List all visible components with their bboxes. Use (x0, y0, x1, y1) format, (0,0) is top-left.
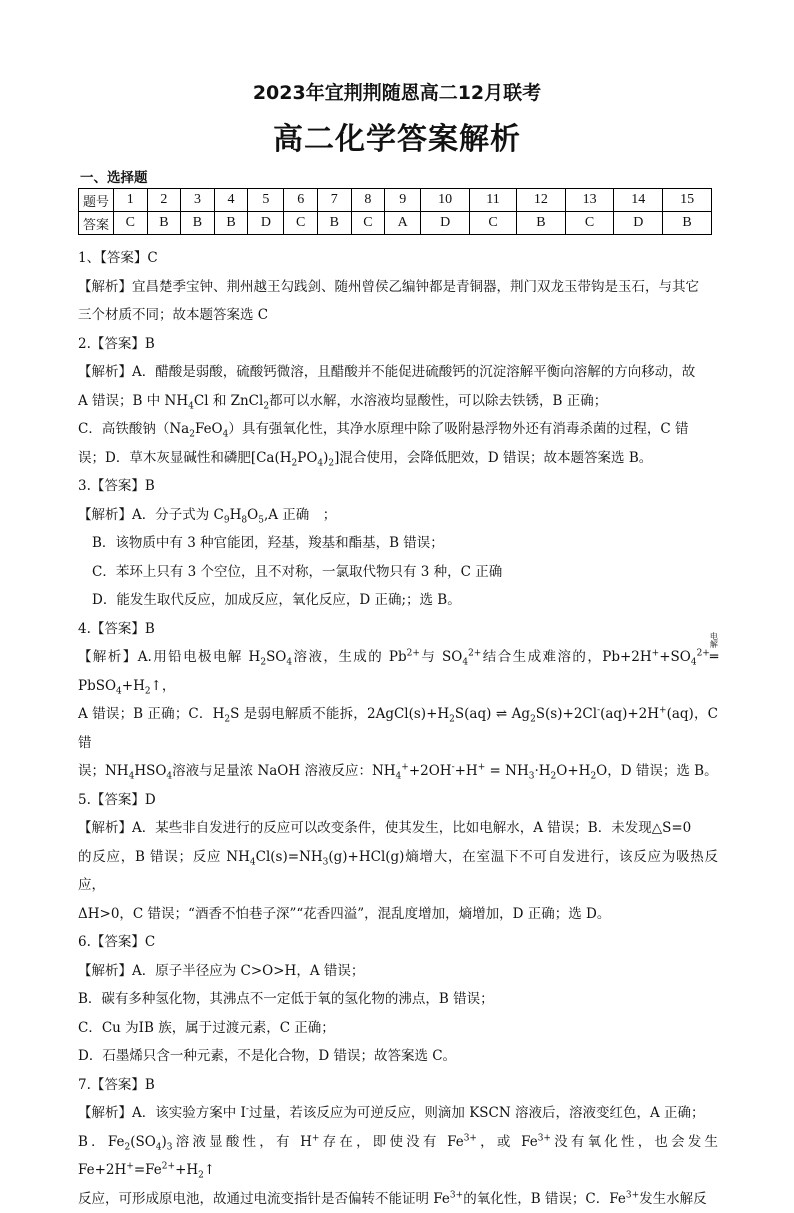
equilibrium-arrow: ⇌ (496, 706, 507, 722)
electrolysis-arrow: 电解 ═ (710, 643, 718, 672)
question-number: 7 (318, 189, 352, 212)
explanation-line: A 错误；B 中 $NH_4Cl$ 和 ZnCl$_2$都可以水解，水溶液均显酸性，可以除去铁锈，B 正确； (78, 387, 718, 416)
question-number: 2 (147, 189, 181, 212)
question-number: 14 (614, 189, 663, 212)
explanation-line: 【解析】A．分子式为 $C_9H_8O_5,A$ 正确 ； (78, 501, 718, 530)
answer-heading: 4.【答案】B (78, 615, 718, 644)
answer-row (79, 212, 712, 235)
answer-cell: D (248, 212, 284, 235)
explanation-line: D．石墨烯只含一种元素，不是化合物，D 错误；故答案选 C。 (78, 1042, 718, 1071)
explanation-line: B．碳有多种氢化物，其沸点不一定低于氧的氢化物的沸点，B 错误； (78, 985, 718, 1014)
explanation-line: 【解析】A．原子半径应为 C>O>H，A 错误； (78, 957, 718, 986)
answer-cell: B (517, 212, 566, 235)
explanation-line: A 错误；B 正确；C．$H_2S$ 是弱电解质不能拆，$2AgCl(s)+H_2S(aq)$ ⇌ $Ag_2S(s)+2Cl^-(aq)+2H^+(aq)$，C 错 (78, 700, 718, 757)
explanation-line: B．该物质中有 3 种官能团，羟基，羧基和酯基，B 错误； (78, 529, 718, 558)
answer-heading: 2.【答案】B (78, 330, 718, 359)
answer-cell: A (385, 212, 421, 235)
answer-cell: B (663, 212, 712, 235)
explanation-line: ΔH>0，C 错误；“酒香不怕巷子深”“花香四溢”，混乱度增加，熵增加，D 正确；选 D。 (78, 900, 718, 929)
answer-cell: C (284, 212, 318, 235)
answer-cell: B (214, 212, 248, 235)
explanation-line: 【解析】A.用铅电极电解 $H_2SO_4$溶液，生成的 $Pb^{2+}$与 $SO_4^{2+}$结合生成难溶的，$Pb+2H^++SO_4^{2+}$ 电解 $═PbSO_4+H_2↑$， (78, 643, 718, 700)
question-number: 8 (351, 189, 385, 212)
answer-table (78, 188, 712, 235)
explanation-line: C．苯环上只有 3 个空位，且不对称，一氯取代物只有 3 种，C 正确 (78, 558, 718, 587)
answer-cell: B (147, 212, 181, 235)
question-number: 6 (284, 189, 318, 212)
explanation-line: D．能发生取代反应，加成反应，氧化反应，D 正确;；选 B。 (78, 586, 718, 615)
question-number: 10 (421, 189, 470, 212)
question-number: 3 (181, 189, 215, 212)
question-number: 1 (114, 189, 148, 212)
question-number: 12 (517, 189, 566, 212)
row-label: 答案 (79, 212, 114, 235)
explanations (78, 244, 718, 1213)
answer-cell: D (421, 212, 470, 235)
explanation-line: B．$Fe_2(SO_4)_3$溶液显酸性，有 H+存在，即使没有 $Fe^{3+}$，或 $Fe^{3+}$没有氧化性，也会发生 $Fe+2H^+=Fe^{2+}+H_2↑$ (78, 1128, 718, 1185)
row-label: 题号 (79, 189, 114, 212)
doc-title: 高二化学答案解析 (0, 114, 794, 158)
explanation-line: 【解析】A．醋酸是弱酸，硫酸钙微溶，且醋酸并不能促进硫酸钙的沉淀溶解平衡向溶解的方向移动，故 (78, 358, 718, 387)
answer-cell: B (181, 212, 215, 235)
answer-cell: C (470, 212, 517, 235)
question-number: 5 (248, 189, 284, 212)
explanation-line: C．高铁酸钠$(Na_2FeO_4)$具有强氧化性，其净水原理中除了吸附悬浮物外还有消毒杀菌的过程，C 错 (78, 415, 718, 444)
explanation-line: C．Cu 为IB 族，属于过渡元素，C 正确； (78, 1014, 718, 1043)
question-number: 11 (470, 189, 517, 212)
answer-heading: 3.【答案】B (78, 472, 718, 501)
explanation-line: 的反应，B 错误；反应 $NH_4Cl(s)=NH_3(g)+HCl(g)$熵增大，在室温下不可自发进行，该反应为吸热反应， (78, 843, 718, 900)
explanation-line: 【解析】A．某些非自发进行的反应可以改变条件，使其发生，比如电解水，A 错误；B．未发现△S=0 (78, 814, 718, 843)
answer-cell: D (614, 212, 663, 235)
explanation-line: 【解析】A．该实验方案中 I-过量，若该反应为可逆反应，则滴加 KSCN 溶液后，溶液变红色，A 正确； (78, 1099, 718, 1128)
explanation-line: 误；D．草木灰显碱性和磷肥$[Ca(H_2PO_4)_2]$混合使用，会降低肥效，D 错误；故本题答案选 B。 (78, 444, 718, 473)
explanation-line: 误；$NH_4HSO_4$溶液与足量浓 NaOH 溶液反应：$NH_4^++2OH^-+H^+ = NH_3\cdot H_2O+H_2O$，D 错误；选 B。 (78, 757, 718, 786)
answer-heading: 6.【答案】C (78, 928, 718, 957)
answer-heading: 5.【答案】D (78, 786, 718, 815)
answer-cell: C (114, 212, 148, 235)
question-number: 4 (214, 189, 248, 212)
question-number: 13 (565, 189, 614, 212)
section-heading: 一、选择题 (80, 166, 148, 186)
question-number: 9 (385, 189, 421, 212)
explanation-line: 【解析】宜昌楚季宝钟、荆州越王勾践剑、随州曾侯乙编钟都是青铜器，荆门双龙玉带钩是玉石，与其它 (78, 273, 718, 302)
answer-heading: 1、【答案】C (78, 244, 718, 273)
answer-heading: 7.【答案】B (78, 1071, 718, 1100)
question-number: 15 (663, 189, 712, 212)
explanation-line: 反应，可形成原电池，故通过电流变指针是否偏转不能证明 $Fe^{3+}$的氧化性，B 错误；C．$Fe^{3+}$发生水解反 (78, 1185, 718, 1213)
answer-cell: C (565, 212, 614, 235)
answer-cell: C (351, 212, 385, 235)
answer-cell: B (318, 212, 352, 235)
explanation-line: 三个材质不同；故本题答案选 C (78, 301, 718, 330)
question-number-row (79, 189, 712, 212)
exam-title: 2023年宜荆荆随恩高二12月联考 (0, 78, 794, 105)
